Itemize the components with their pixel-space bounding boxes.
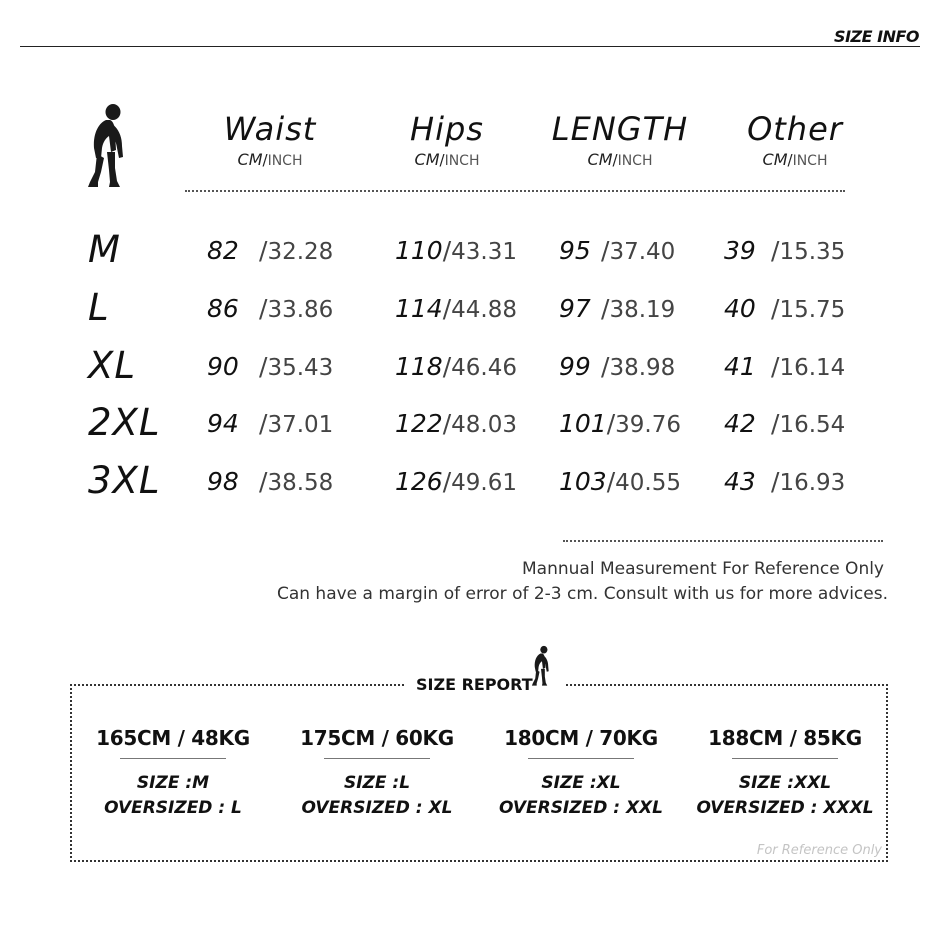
table-cell: [395, 294, 517, 323]
cm-value: 39: [724, 236, 756, 265]
height-weight: 175CM / 60KG: [300, 726, 454, 750]
table-cell: [724, 467, 845, 496]
standing-person-icon: [529, 642, 553, 690]
cm-value: 99: [559, 352, 591, 381]
value-separator: /: [601, 352, 610, 381]
unit-inch: INCH: [792, 153, 828, 169]
column-unit: [362, 150, 532, 169]
inch-value: 48.03: [451, 412, 518, 438]
recommended-size: SIZE :L: [343, 773, 411, 793]
entry-divider: [120, 758, 226, 759]
reference-note: Mannual Measurement For Reference Only: [522, 559, 884, 579]
value-separator: /: [606, 409, 616, 438]
column-header-hips: [362, 110, 532, 169]
recommended-size: SIZE :XXL: [738, 773, 832, 793]
inch-value: 16.54: [779, 412, 846, 438]
size-info-title: SIZE INFO: [834, 27, 919, 46]
header-divider: [20, 46, 920, 47]
inch-value: 15.75: [779, 297, 846, 323]
margin-note: Can have a margin of error of 2-3 cm. Consult with us for more advices.: [276, 584, 888, 604]
cm-value: 114: [395, 294, 443, 323]
cm-value: 86: [207, 294, 239, 323]
size-label: M: [88, 228, 121, 271]
cm-value: 95: [559, 236, 591, 265]
column-header-other: [710, 110, 880, 169]
inch-value: 33.86: [267, 297, 334, 323]
inch-value: 37.40: [609, 239, 676, 265]
value-separator: /: [771, 409, 780, 438]
inch-value: 43.31: [451, 239, 518, 265]
cm-value: 118: [395, 352, 443, 381]
inch-value: 35.43: [267, 355, 334, 381]
column-name: Waist: [223, 110, 317, 148]
size-report-entry: [277, 726, 477, 821]
value-separator: /: [771, 294, 780, 323]
column-unit: [535, 150, 705, 169]
cm-value: 40: [724, 294, 756, 323]
unit-inch: INCH: [267, 153, 303, 169]
height-weight: 165CM / 48KG: [96, 726, 250, 750]
table-cell: [395, 352, 517, 381]
inch-value: 39.76: [615, 412, 682, 438]
oversized-size: OVERSIZED : L: [104, 798, 242, 818]
standing-person-icon: [82, 102, 132, 190]
table-cell: [559, 236, 675, 265]
cm-value: 43: [724, 467, 756, 496]
inch-value: 32.28: [267, 239, 334, 265]
cm-value: 90: [207, 352, 239, 381]
column-header-length: [535, 110, 705, 169]
entry-divider: [528, 758, 634, 759]
table-cell: [724, 409, 845, 438]
unit-cm: CM: [414, 150, 440, 169]
inch-value: 49.61: [451, 470, 518, 496]
recommended-size: SIZE :XL: [541, 773, 621, 793]
value-separator: /: [442, 294, 452, 323]
inch-value: 38.19: [609, 297, 676, 323]
table-cell: [559, 467, 681, 496]
inch-value: 37.01: [267, 412, 334, 438]
unit-inch: INCH: [444, 153, 480, 169]
inch-value: 46.46: [451, 355, 518, 381]
unit-separator: /: [262, 151, 268, 169]
value-separator: /: [771, 467, 780, 496]
inch-value: 40.55: [615, 470, 682, 496]
size-report-entry: [73, 726, 273, 821]
reference-footnote: For Reference Only: [756, 843, 882, 858]
size-report-entry: [685, 726, 885, 821]
inch-value: 38.98: [609, 355, 676, 381]
unit-separator: /: [439, 151, 445, 169]
unit-separator: /: [612, 151, 618, 169]
table-cell: [395, 467, 517, 496]
column-name: Hips: [410, 110, 484, 148]
entry-divider: [324, 758, 430, 759]
cm-value: 101: [559, 409, 607, 438]
size-label: 3XL: [88, 459, 161, 502]
table-cell: [207, 467, 333, 496]
cm-value: 41: [724, 352, 756, 381]
entry-divider: [732, 758, 838, 759]
table-cell: [724, 294, 845, 323]
size-label: 2XL: [88, 401, 161, 444]
table-cell: [559, 294, 675, 323]
size-report-title: SIZE REPORT: [416, 675, 533, 694]
value-separator: /: [259, 352, 268, 381]
column-name: LENGTH: [551, 110, 689, 148]
height-weight: 180CM / 70KG: [504, 726, 658, 750]
inch-value: 38.58: [267, 470, 334, 496]
column-header-waist: [185, 110, 355, 169]
table-cell: [395, 409, 517, 438]
value-separator: /: [442, 409, 452, 438]
table-cell: [559, 409, 681, 438]
oversized-size: OVERSIZED : XXL: [498, 798, 663, 818]
inch-value: 16.14: [779, 355, 846, 381]
inch-value: 44.88: [451, 297, 518, 323]
column-name: Other: [747, 110, 843, 148]
value-separator: /: [606, 467, 616, 496]
cm-value: 103: [559, 467, 607, 496]
unit-separator: /: [787, 151, 793, 169]
value-separator: /: [771, 352, 780, 381]
value-separator: /: [259, 294, 268, 323]
oversized-size: OVERSIZED : XL: [301, 798, 453, 818]
table-cell: [559, 352, 675, 381]
value-separator: /: [601, 294, 610, 323]
inch-value: 15.35: [779, 239, 846, 265]
oversized-size: OVERSIZED : XXXL: [696, 798, 874, 818]
cm-value: 94: [207, 409, 239, 438]
cm-value: 98: [207, 467, 239, 496]
table-cell: [207, 409, 333, 438]
unit-cm: CM: [587, 150, 613, 169]
table-cell: [395, 236, 517, 265]
value-separator: /: [442, 352, 452, 381]
value-separator: /: [259, 236, 268, 265]
unit-inch: INCH: [617, 153, 653, 169]
cm-value: 122: [395, 409, 443, 438]
inch-value: 16.93: [779, 470, 846, 496]
table-cell: [207, 294, 333, 323]
cm-value: 126: [395, 467, 443, 496]
table-cell: [207, 352, 333, 381]
cm-value: 110: [395, 236, 443, 265]
notes-dotted-divider: [563, 540, 883, 542]
height-weight: 188CM / 85KG: [708, 726, 862, 750]
value-separator: /: [442, 236, 452, 265]
value-separator: /: [601, 236, 610, 265]
value-separator: /: [259, 467, 268, 496]
value-separator: /: [442, 467, 452, 496]
cm-value: 42: [724, 409, 756, 438]
table-cell: [207, 236, 333, 265]
unit-cm: CM: [762, 150, 788, 169]
cm-value: 97: [559, 294, 591, 323]
value-separator: /: [771, 236, 780, 265]
column-unit: [710, 150, 880, 169]
size-report-entry: [481, 726, 681, 821]
cm-value: 82: [207, 236, 239, 265]
size-label: L: [88, 286, 110, 329]
table-cell: [724, 352, 845, 381]
table-cell: [724, 236, 845, 265]
column-unit: [185, 150, 355, 169]
recommended-size: SIZE :M: [136, 773, 210, 793]
size-label: XL: [88, 344, 136, 387]
unit-cm: CM: [237, 150, 263, 169]
value-separator: /: [259, 409, 268, 438]
header-dotted-divider: [185, 190, 845, 192]
